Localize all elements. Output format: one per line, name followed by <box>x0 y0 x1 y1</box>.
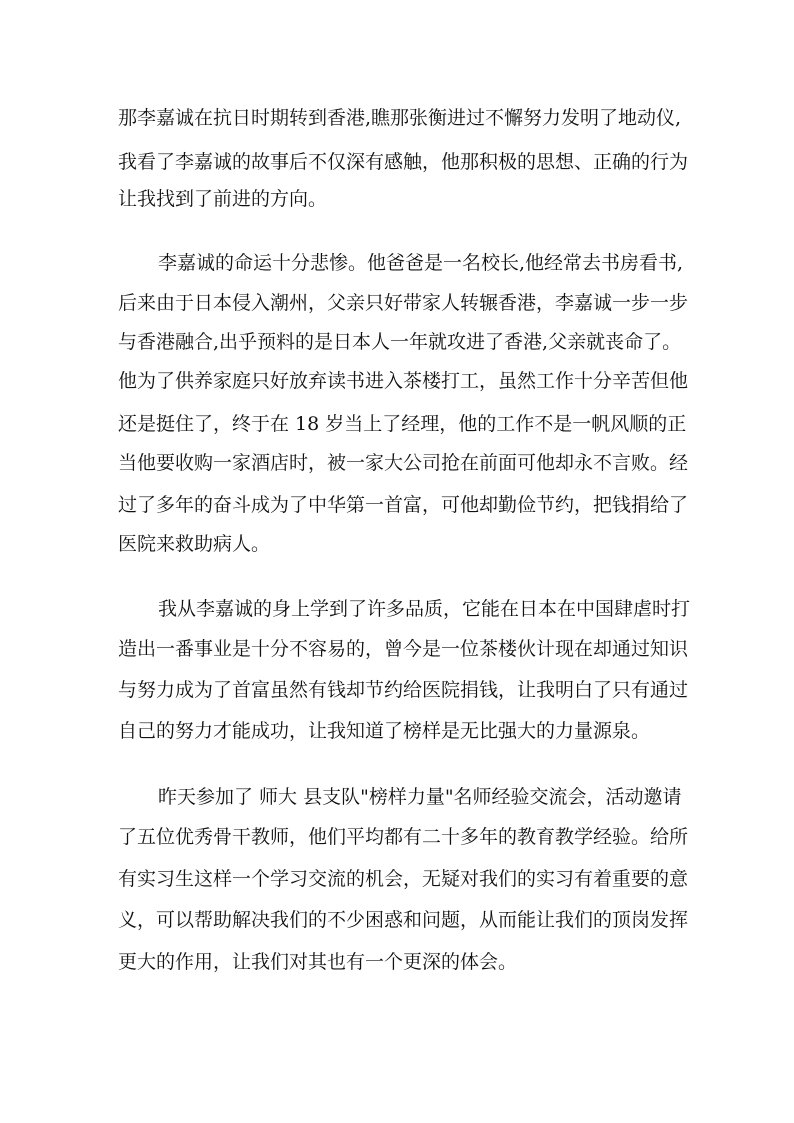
paragraph-4-line-5: 更大的作用，让我们对其也有一个更深的体会。 <box>118 951 518 973</box>
paragraph-2-line-6: 当他要收购一家酒店时，被一家大公司抢在前面可他却永不言败。经 <box>118 452 689 474</box>
paragraph-2-line-2: 后来由于日本侵入潮州，父亲只好带家人转辗香港，李嘉诚一步一步 <box>118 292 689 314</box>
paragraph-2-line-8: 医院来救助病人。 <box>118 533 271 555</box>
paragraph-1-line-1: 那李嘉诚在抗日时期转到香港,瞧那张衡进过不懈努力发明了地动仪, <box>118 107 682 129</box>
paragraph-3-line-1: 我从李嘉诚的身上学到了许多品质，它能在日本在中国肆虐时打 <box>158 598 691 620</box>
paragraph-2-line-3: 与香港融合,出乎预料的是日本人一年就攻进了香港,父亲就丧命了。 <box>118 331 682 353</box>
paragraph-3-line-2: 造出一番事业是十分不容易的，曾今是一位茶楼伙计现在却通过知识 <box>118 638 689 660</box>
paragraph-2-line-4: 他为了供养家庭只好放弃读书进入茶楼打工，虽然工作十分辛苦但他 <box>118 370 689 392</box>
paragraph-3-line-3: 与努力成为了首富虽然有钱却节约给医院捐钱，让我明白了只有通过 <box>118 679 689 701</box>
paragraph-3-line-4: 自己的努力才能成功，让我知道了榜样是无比强大的力量源泉。 <box>118 720 651 742</box>
paragraph-2-line-7: 过了多年的奋斗成为了中华第一首富，可他却勤俭节约，把钱捐给了 <box>118 494 689 516</box>
paragraph-4-line-2: 了五位优秀骨干教师，他们平均都有二十多年的教育教学经验。给所 <box>118 826 689 848</box>
paragraph-4-line-3: 有实习生这样一个学习交流的机会，无疑对我们的实习有着重要的意 <box>118 868 689 890</box>
paragraph-2-line-5: 还是挺住了，终于在 18 岁当上了经理，他的工作不是一帆风顺的正 <box>118 413 687 435</box>
paragraph-4-line-1: 昨天参加了 师大 县支队"榜样力量"名师经验交流会，活动邀请 <box>158 786 682 808</box>
paragraph-1-line-2: 我看了李嘉诚的故事后不仅深有感触，他那积极的思想、正确的行为 <box>118 151 689 173</box>
paragraph-1-line-3: 让我找到了前进的方向。 <box>118 188 328 210</box>
paragraph-4-line-4: 义，可以帮助解决我们的不少困惑和问题，从而能让我们的顶岗发挥 <box>118 909 689 931</box>
paragraph-2-line-1: 李嘉诚的命运十分悲惨。他爸爸是一名校长,他经常去书房看书, <box>158 252 684 274</box>
